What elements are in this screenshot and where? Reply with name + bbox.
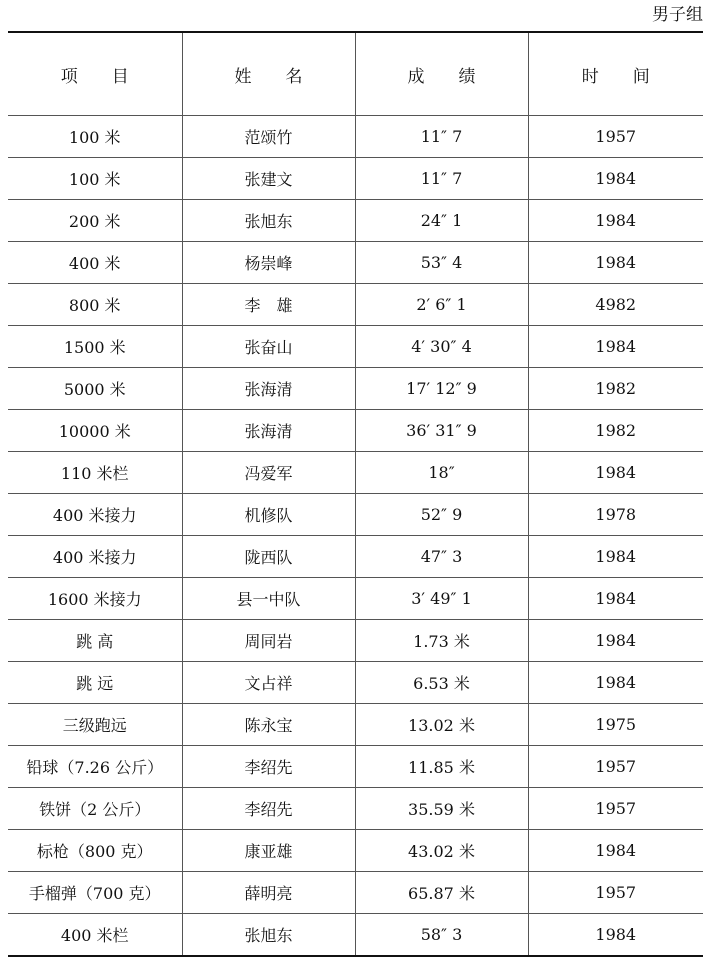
cell-year: 1978 [528, 494, 703, 536]
cell-result: 11.85 米 [355, 746, 528, 788]
table-row [8, 200, 703, 242]
cell-year: 1984 [528, 452, 703, 494]
table-row [8, 578, 703, 620]
header-result: 成 绩 [355, 32, 528, 116]
cell-year: 1957 [528, 788, 703, 830]
table-row [8, 452, 703, 494]
cell-event: 400 米栏 [8, 914, 182, 957]
cell-name: 张海清 [182, 410, 355, 452]
cell-result: 11″ 7 [355, 116, 528, 158]
table-row [8, 368, 703, 410]
cell-year: 4982 [528, 284, 703, 326]
cell-event: 400 米 [8, 242, 182, 284]
table-header [8, 32, 703, 116]
cell-name: 陇西队 [182, 536, 355, 578]
cell-event: 手榴弹（700 克） [8, 872, 182, 914]
table-row [8, 746, 703, 788]
cell-year: 1984 [528, 158, 703, 200]
cell-year: 1984 [528, 578, 703, 620]
cell-name: 范颂竹 [182, 116, 355, 158]
cell-result: 43.02 米 [355, 830, 528, 872]
table-row [8, 116, 703, 158]
cell-event: 三级跑远 [8, 704, 182, 746]
cell-result: 3′ 49″ 1 [355, 578, 528, 620]
cell-year: 1982 [528, 410, 703, 452]
cell-name: 李 雄 [182, 284, 355, 326]
cell-event: 铁饼（2 公斤） [8, 788, 182, 830]
table-row [8, 284, 703, 326]
table-row [8, 494, 703, 536]
cell-name: 李绍先 [182, 746, 355, 788]
cell-name: 康亚雄 [182, 830, 355, 872]
cell-event: 200 米 [8, 200, 182, 242]
cell-year: 1975 [528, 704, 703, 746]
table-row [8, 830, 703, 872]
cell-event: 100 米 [8, 158, 182, 200]
cell-year: 1984 [528, 620, 703, 662]
table-body [8, 116, 703, 957]
cell-name: 周同岩 [182, 620, 355, 662]
cell-result: 53″ 4 [355, 242, 528, 284]
cell-result: 11″ 7 [355, 158, 528, 200]
cell-name: 文占祥 [182, 662, 355, 704]
table-row [8, 536, 703, 578]
cell-result: 2′ 6″ 1 [355, 284, 528, 326]
cell-event: 800 米 [8, 284, 182, 326]
cell-year: 1957 [528, 746, 703, 788]
cell-result: 65.87 米 [355, 872, 528, 914]
table-row [8, 788, 703, 830]
cell-name: 张奋山 [182, 326, 355, 368]
cell-result: 1.73 米 [355, 620, 528, 662]
table-row [8, 620, 703, 662]
cell-year: 1984 [528, 662, 703, 704]
cell-year: 1984 [528, 830, 703, 872]
cell-result: 52″ 9 [355, 494, 528, 536]
cell-name: 李绍先 [182, 788, 355, 830]
table-row [8, 872, 703, 914]
cell-name: 杨崇峰 [182, 242, 355, 284]
cell-year: 1984 [528, 242, 703, 284]
cell-year: 1984 [528, 536, 703, 578]
cell-event: 跳 高 [8, 620, 182, 662]
header-row [8, 32, 703, 116]
cell-event: 1600 米接力 [8, 578, 182, 620]
cell-result: 6.53 米 [355, 662, 528, 704]
cell-name: 机修队 [182, 494, 355, 536]
cell-name: 陈永宝 [182, 704, 355, 746]
cell-event: 10000 米 [8, 410, 182, 452]
cell-year: 1982 [528, 368, 703, 410]
cell-year: 1957 [528, 116, 703, 158]
table-row [8, 704, 703, 746]
table-row [8, 914, 703, 957]
header-name: 姓 名 [182, 32, 355, 116]
table-row [8, 410, 703, 452]
cell-result: 24″ 1 [355, 200, 528, 242]
cell-year: 1984 [528, 326, 703, 368]
table-caption: 男子组 [652, 5, 703, 25]
cell-name: 张旭东 [182, 200, 355, 242]
cell-name: 张建文 [182, 158, 355, 200]
cell-event: 400 米接力 [8, 536, 182, 578]
table-row [8, 326, 703, 368]
cell-year: 1984 [528, 200, 703, 242]
cell-name: 张海清 [182, 368, 355, 410]
cell-event: 110 米栏 [8, 452, 182, 494]
cell-result: 47″ 3 [355, 536, 528, 578]
cell-name: 薛明亮 [182, 872, 355, 914]
cell-result: 4′ 30″ 4 [355, 326, 528, 368]
header-year: 时 间 [528, 32, 703, 116]
cell-name: 县一中队 [182, 578, 355, 620]
cell-result: 13.02 米 [355, 704, 528, 746]
cell-event: 1500 米 [8, 326, 182, 368]
cell-year: 1957 [528, 872, 703, 914]
header-event: 项 目 [8, 32, 182, 116]
cell-event: 跳 远 [8, 662, 182, 704]
records-table [8, 31, 703, 957]
cell-result: 18″ [355, 452, 528, 494]
cell-event: 100 米 [8, 116, 182, 158]
cell-event: 400 米接力 [8, 494, 182, 536]
cell-event: 铅球（7.26 公斤） [8, 746, 182, 788]
cell-event: 5000 米 [8, 368, 182, 410]
cell-event: 标枪（800 克） [8, 830, 182, 872]
table-row [8, 242, 703, 284]
cell-year: 1984 [528, 914, 703, 957]
cell-result: 36′ 31″ 9 [355, 410, 528, 452]
cell-result: 35.59 米 [355, 788, 528, 830]
table-row [8, 662, 703, 704]
cell-name: 冯爱军 [182, 452, 355, 494]
cell-result: 17′ 12″ 9 [355, 368, 528, 410]
table-row [8, 158, 703, 200]
cell-result: 58″ 3 [355, 914, 528, 957]
cell-name: 张旭东 [182, 914, 355, 957]
